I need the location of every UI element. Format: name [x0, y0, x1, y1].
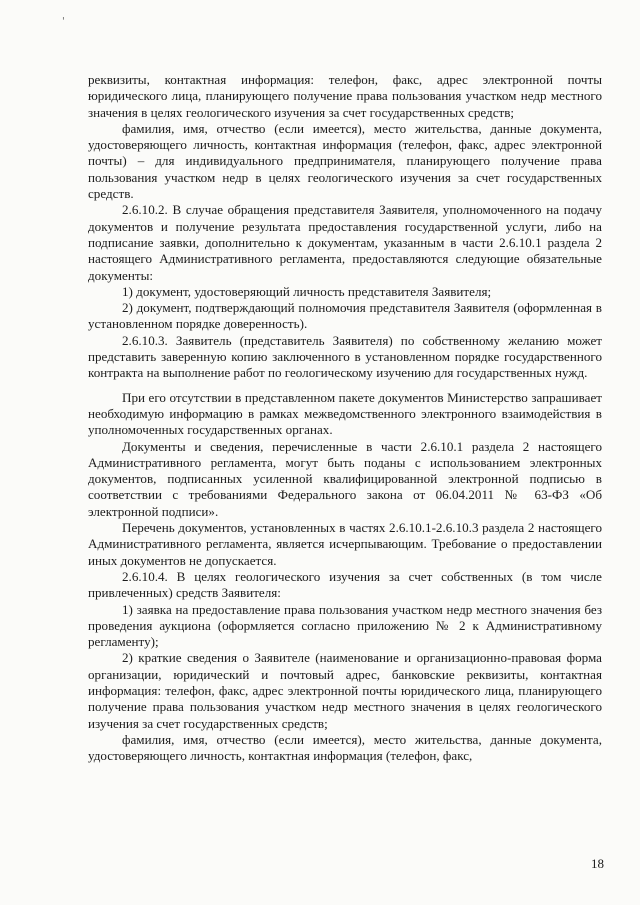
paragraph-3: 2.6.10.2. В случае обращения представителя Заявителя, уполномоченного на подачу документов и получение результата предоставления государственной услуги, либо на подписание заявки, дополнительно к документам, указанным в части 2.6.10.1 раздела 2 настоящего Административного регламента, предоставляются следующие обязательные документы: [88, 202, 602, 283]
paragraph-8: Документы и сведения, перечисленные в части 2.6.10.1 раздела 2 настоящего Административного регламента, могут быть поданы с использованием электронных документов, подписанных усиленной квалифицированной электронной подписью в соответствии с требованиями Федерального закона от 06.04.2011 № 63-ФЗ «Об электронной подписи». [88, 438, 602, 519]
paragraph-11: 1) заявка на предоставление права пользования участком недр местного значения без проведения аукциона (оформляется согласно приложению № 2 к Административному регламенту); [88, 601, 602, 650]
paragraph-6: 2.6.10.3. Заявитель (представитель Заявителя) по собственному желанию может представить заверенную копию заключенного в установленном порядке государственного контракта на выполнение работ по геологическому изучению для государственных нужд. [88, 332, 602, 381]
paragraph-10: 2.6.10.4. В целях геологического изучения за счет собственных (в том числе привлеченных) средств Заявителя: [88, 568, 602, 601]
paragraph-1: реквизиты, контактная информация: телефон, факс, адрес электронной почты юридического лица, планирующего получение права пользования участком недр местного значения в целях геологического изучения за счет государственных средств; [88, 72, 602, 120]
paragraph-2: фамилия, имя, отчество (если имеется), место жительства, данные документа, удостоверяющего личность, контактная информация (телефон, факс, адрес электронной почты) – для индивидуального предпринимателя, планирующего получение права пользования участком недр в целях геологического изучения за счет государственных средств. [88, 120, 602, 202]
page-number: 18 [591, 856, 604, 871]
paragraph-gap [88, 382, 602, 390]
document-body [88, 72, 602, 764]
paragraph-7: При его отсутствии в представленном пакете документов Министерство запрашивает необходимую информацию в рамках межведомственного электронного взаимодействия в уполномоченных государственных органах. [88, 389, 602, 438]
scan-mark: ' [62, 16, 65, 27]
paragraph-13: фамилия, имя, отчество (если имеется), место жительства, данные документа, удостоверяющего личность, контактная информация (телефон, факс, [88, 731, 602, 764]
paragraph-5: 2) документ, подтверждающий полномочия представителя Заявителя (оформленная в установленном порядке доверенность). [88, 300, 602, 332]
paragraph-12: 2) краткие сведения о Заявителе (наименование и организационно-правовая форма организации, юридический и почтовый адрес, банковские реквизиты, контактная информация: телефон, факс, адрес электронной почты юридического лица, планирующего получение права пользования участком недр местного значения в целях геологического изучения за счет государственных средств; [88, 650, 602, 731]
paragraph-9: Перечень документов, установленных в частях 2.6.10.1-2.6.10.3 раздела 2 настоящего Административного регламента, является исчерпывающим. Требование о предоставлении иных документов не допускается. [88, 520, 602, 568]
paragraph-4: 1) документ, удостоверяющий личность представителя Заявителя; [122, 283, 492, 299]
